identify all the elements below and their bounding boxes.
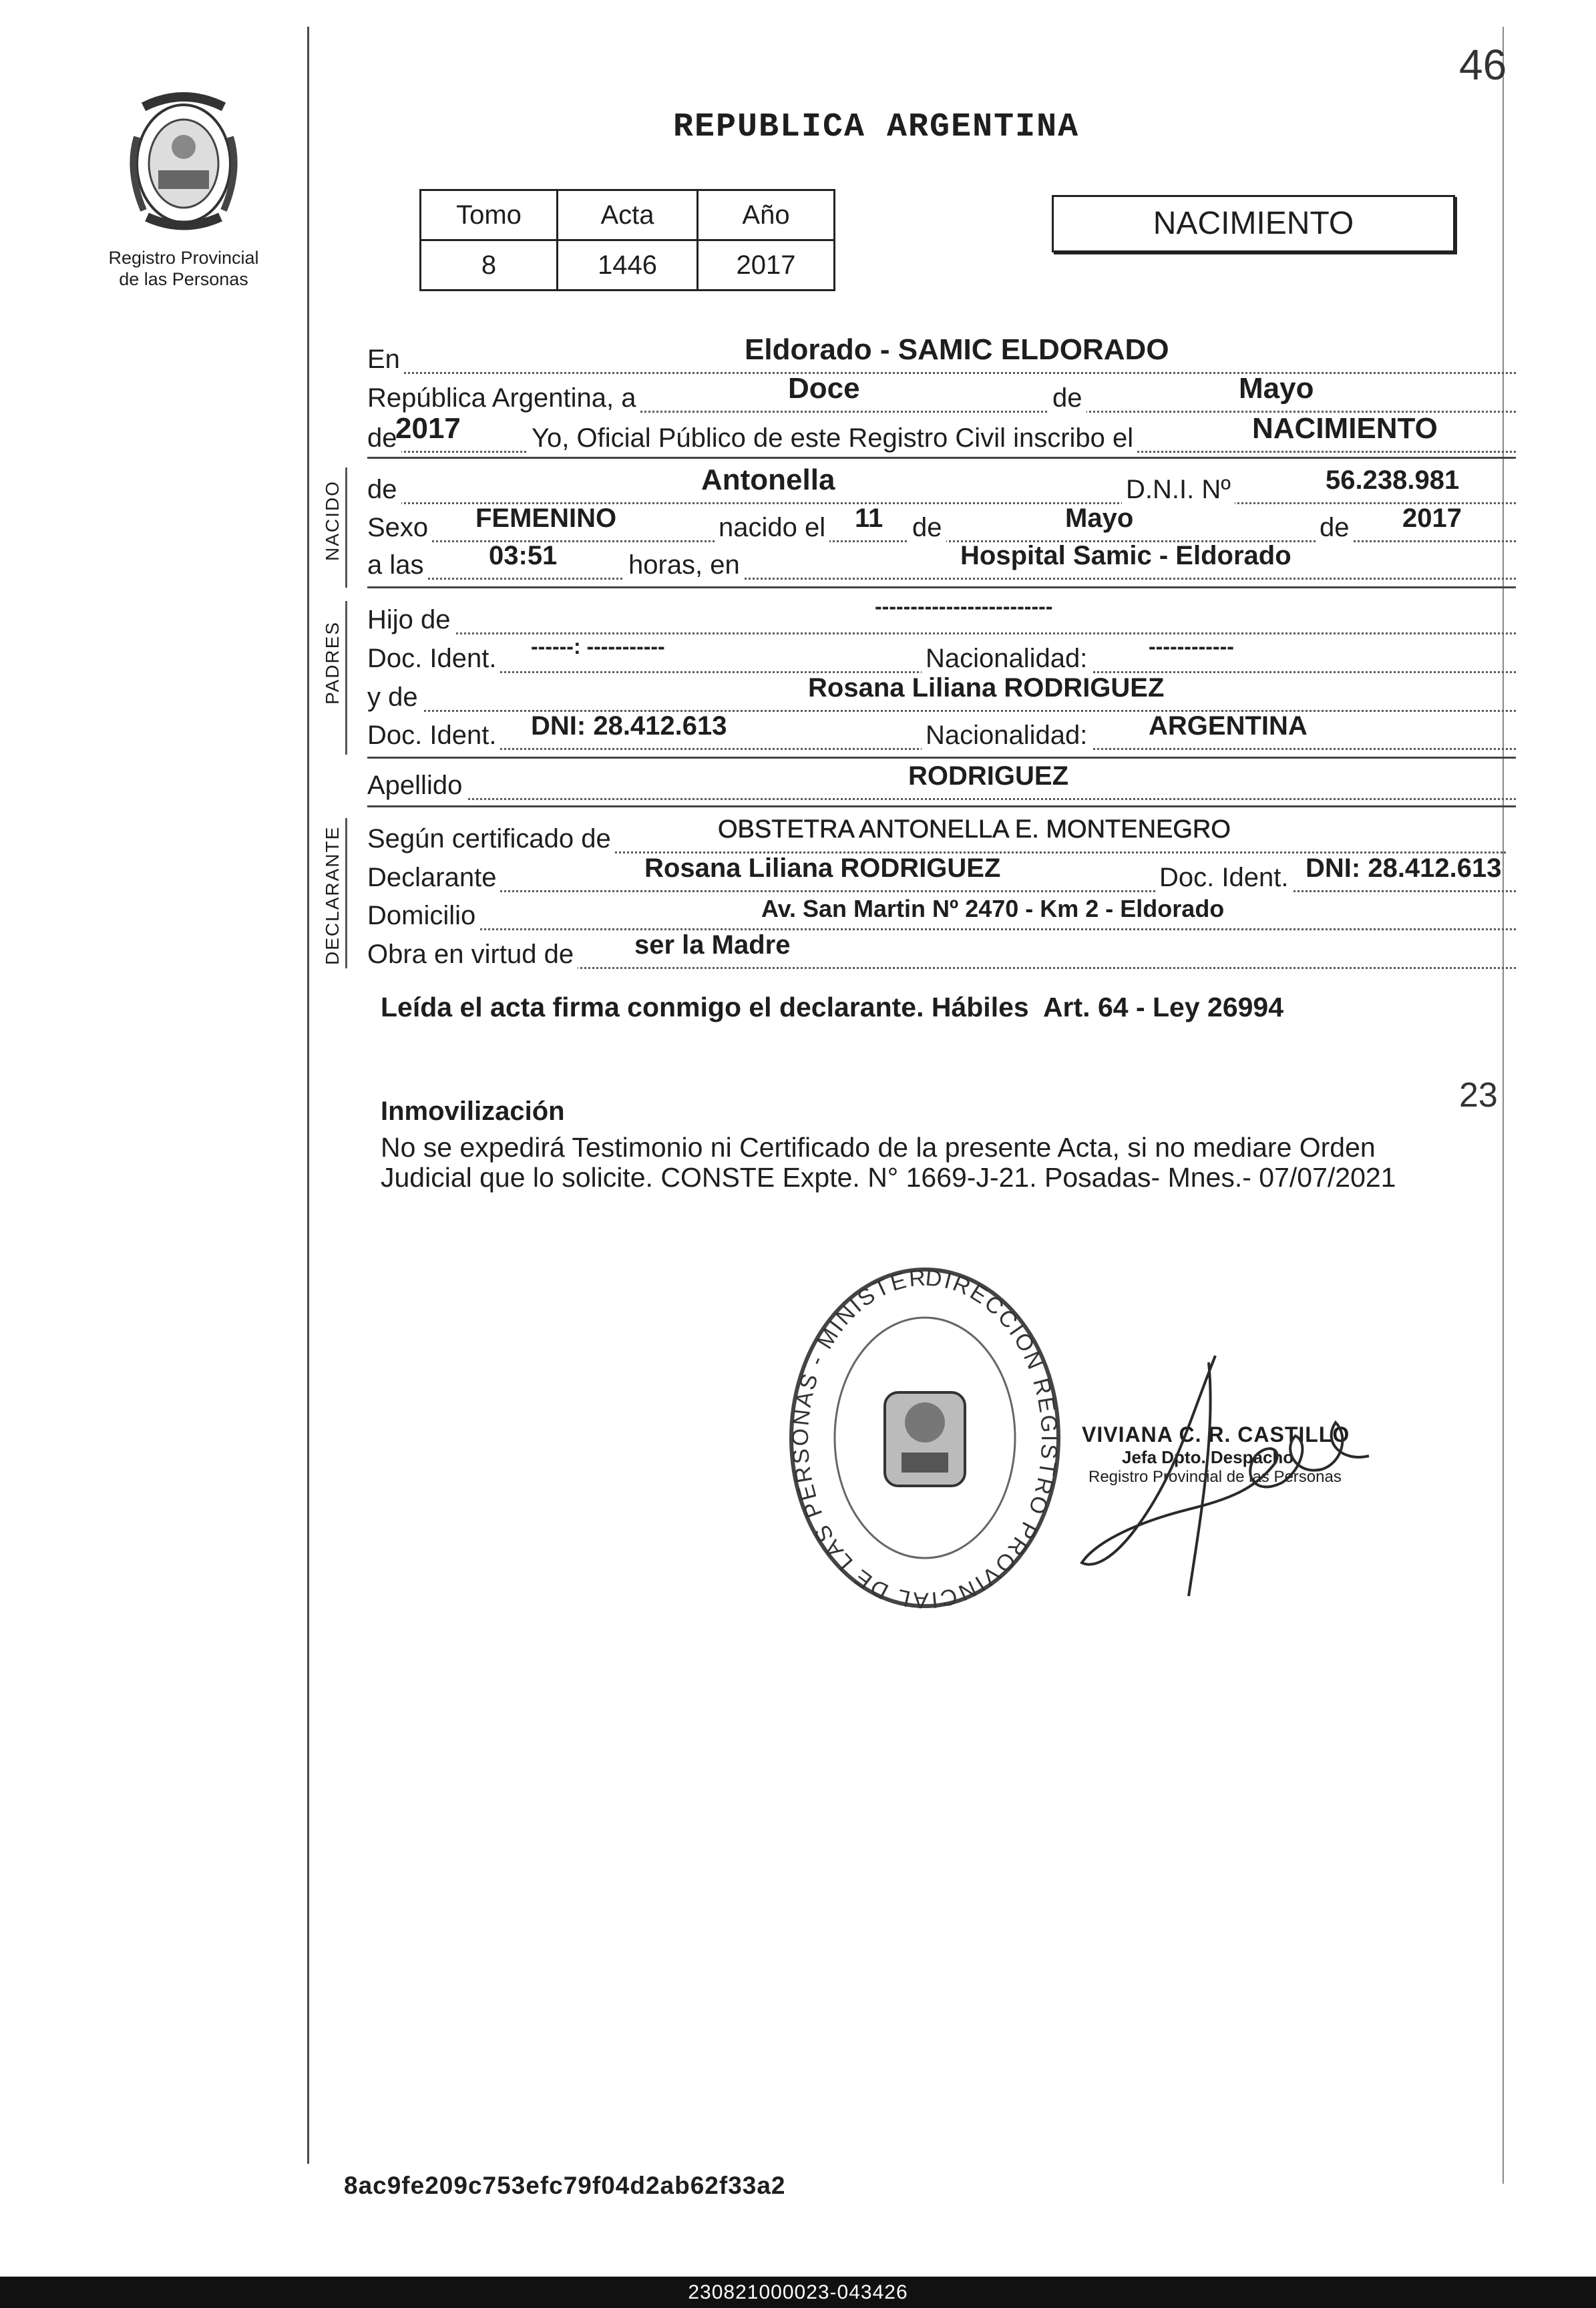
tomo-value: 8 [421,240,558,291]
footer-id: 230821000023-043426 [688,2281,908,2303]
field-apellido-value: RODRIGUEZ [908,761,1068,791]
inmovilizacion-line1: No se expedirá Testimonio ni Certificado de la presente Acta, si no mediare Orden [381,1132,1376,1163]
field-doc-madre-value: DNI: 28.412.613 [531,711,727,741]
field-nacido-de2: de [1316,509,1354,546]
document-hash: 8ac9fe209c753efc79f04d2ab62f33a2 [344,2172,786,2199]
dotted-rule [367,928,1516,930]
field-y-de-label: y de [367,679,422,716]
field-obra [367,930,1516,973]
anio-header: Año [698,190,835,240]
field-declarante-label: Declarante [367,859,500,896]
padres-bracket [345,601,347,755]
field-en-value: Eldorado - SAMIC ELDORADO [745,333,1169,366]
field-hora [367,541,1516,584]
field-republica-month: Mayo [1239,372,1314,405]
field-republica-label: República Argentina, a [367,379,640,417]
field-anio-text: Yo, Oficial Público de este Registro Civil inscribo el [528,419,1137,457]
page-number: 46 [1459,41,1507,89]
acta-header: Acta [558,190,698,240]
field-declarante-value: Rosana Liliana RODRIGUEZ [644,853,1001,883]
province-seal-icon [117,90,250,244]
field-declarante-doc-value: DNI: 28.412.613 [1306,853,1502,883]
field-anio-inscription: NACIMIENTO [1252,412,1438,445]
secondary-number: 23 [1459,1076,1498,1115]
field-anio [367,412,1516,457]
province-logo [117,90,250,244]
reference-table-values [421,240,835,291]
dotted-rule [367,372,1516,374]
field-hora-lugar: Hospital Samic - Eldorado [960,541,1291,570]
logo-caption-line2: de las Personas [119,269,248,289]
field-nacido-label: nacido el [715,509,829,546]
field-sexo-label: Sexo [367,509,432,546]
field-dni-label: D.N.I. Nº [1122,471,1235,508]
handwritten-signature [1055,1342,1402,1609]
field-certificado-value: OBSTETRA ANTONELLA E. MONTENEGRO [718,815,1231,843]
left-margin-line [307,27,309,2164]
field-doc-madre-label: Doc. Ident. [367,717,500,754]
field-anio-value: 2017 [395,412,461,445]
section-padres: PADRES [322,620,343,705]
signer-role: Jefa Dpto. Despacho [1122,1447,1294,1467]
stamp-ring-text: DIRECCION REGISTRO PROVINCIAL DE LAS PERSONAS - MINISTER [787,1265,1062,1613]
inmovilizacion-line2: Judicial que lo solicite. CONSTE Expte. N° 1669-J-21. Posadas- Mnes.- 07/07/2021 [381,1162,1396,1193]
field-republica-day: Doce [788,372,860,405]
dotted-rule [367,798,1516,800]
field-apellido [367,761,1516,804]
field-nac-madre-value: ARGENTINA [1149,711,1308,741]
doc-type-box [1052,195,1455,252]
field-anio-label: de [367,419,401,457]
field-doc-padre-label: Doc. Ident. [367,640,500,677]
tomo-header: Tomo [421,190,558,240]
field-doc-padre-value: ------: ----------- [531,634,665,658]
field-declarante-doc-label: Doc. Ident. [1155,859,1292,896]
field-hijo-de-value: ------------------------- [875,594,1053,618]
field-nac-madre-label: Nacionalidad: [922,717,1091,754]
signer-name: VIVIANA C. R. CASTILLO [1082,1422,1350,1447]
logo-caption [80,247,287,290]
official-stamp [781,1259,1068,1616]
reference-table-header [421,190,835,240]
field-nacido-year: 2017 [1402,504,1462,533]
acta-value: 1446 [558,240,698,291]
logo-caption-line1: Registro Provincial [108,248,259,268]
field-en [367,333,1516,378]
field-nac-padre-value: ------------ [1149,634,1234,658]
page-title: REPUBLICA ARGENTINA [673,108,1080,146]
field-dni-value: 56.238.981 [1326,465,1460,495]
section-nacido: NACIDO [322,480,343,561]
field-en-label: En [367,341,404,378]
reference-table [419,189,835,291]
field-nombre-value: Antonella [701,463,835,496]
signer-office: Registro Provincial de las Personas [1088,1468,1342,1486]
doc-type-label: NACIMIENTO [1153,206,1354,241]
field-hora-value: 03:51 [489,541,558,570]
field-domicilio-label: Domicilio [367,897,479,934]
closing-text: Leída el acta firma conmigo el declarante. Hábiles Art. 64 - Ley 26994 [381,992,1284,1022]
field-domicilio-value: Av. San Martin Nº 2470 - Km 2 - Eldorado [761,895,1225,922]
field-nacido-day: 11 [855,504,883,533]
field-nacido-month: Mayo [1065,504,1134,533]
field-republica-de: de [1048,379,1086,417]
field-certificado-label: Según certificado de [367,820,615,857]
footer-id-bar [0,2277,1596,2308]
field-nacido-de: de [908,509,946,546]
field-doc-madre [367,711,1516,754]
field-hora-en: horas, en [624,546,744,584]
field-domicilio [367,897,1516,934]
nacido-bracket [345,467,347,588]
field-y-de-value: Rosana Liliana RODRIGUEZ [808,673,1165,703]
field-apellido-label: Apellido [367,767,466,804]
field-obra-value: ser la Madre [634,930,791,960]
section-declarante: DECLARANTE [322,825,343,965]
field-hora-label: a las [367,546,428,584]
declarante-bracket [345,818,347,968]
field-hijo-de-label: Hijo de [367,601,455,638]
field-sexo-value: FEMENINO [475,504,617,533]
field-nac-padre-label: Nacionalidad: [922,640,1091,677]
field-obra-label: Obra en virtud de [367,936,578,973]
inmovilizacion-title: Inmovilización [381,1097,565,1126]
field-nombre-label: de [367,471,401,508]
divider-rule [367,457,1516,459]
divider-rule [367,805,1516,807]
anio-value: 2017 [698,240,835,291]
stamp-seal-icon [781,1259,1068,1616]
dotted-rule [367,578,1516,580]
